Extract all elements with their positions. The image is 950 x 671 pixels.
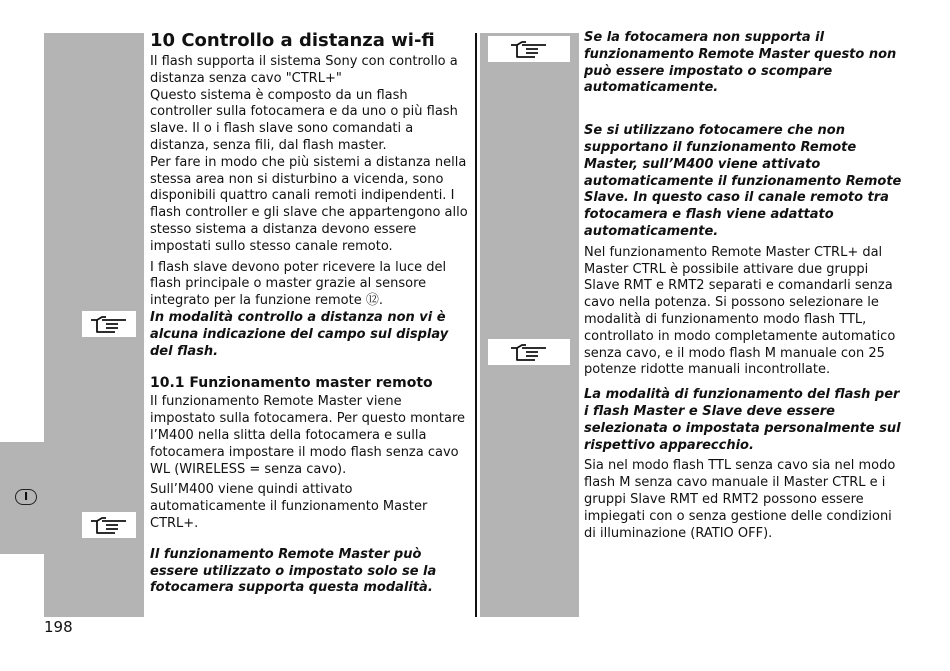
paragraph: Sull’M400 viene quindi attivato automaticamente il funzionamento Master CTRL+. (150, 482, 428, 531)
paragraph: I flash slave devono poter ricevere la luce del flash principale o master grazie al sensore integrato per la funzione remote ⑫. (150, 259, 447, 309)
note-text: La modalità di funzionamento del flash per i flash Master e Slave deve essere selezionata o impostata personalmente sul rispettivo apparecchio. (584, 387, 901, 453)
note-text: Se la fotocamera non supporta il funzionamento Remote Master questo non può essere impostato o scompare automaticamente. (584, 30, 897, 96)
pointing-hand-icon (82, 512, 136, 538)
note-text: In modalità controllo a distanza non vi è alcuna indicazione del campo sul display del flash. (150, 309, 449, 359)
paragraph: Il flash supporta il sistema Sony con controllo a distanza senza cavo "CTRL+" (150, 54, 458, 86)
paragraph: Il funzionamento Remote Master viene impostato sulla fotocamera. Per questo montare l’M400 nella slitta della fotocamera e sulla fotocamera impostare il modo flash senza cavo WL (WIRELESS = senza cavo). (150, 394, 466, 477)
pointing-hand-icon (82, 311, 136, 337)
right-margin-band (480, 33, 579, 617)
note-text: Il funzionamento Remote Master può essere utilizzato o impostato solo se la fotocamera supporta questa modalità. (150, 546, 437, 596)
paragraph: Sia nel modo flash TTL senza cavo sia nel modo flash M senza cavo manuale il Master CTRL e i gruppi Slave RMT ed RMT2 possono essere impiegati con o senza gestione delle condizioni di illuminazione (RATIO OFF). (584, 458, 896, 541)
pointing-hand-icon (488, 339, 570, 365)
paragraph: Questo sistema è composto da un flash controller sulla fotocamera e da uno o più flash slave. Il o i flash slave sono comandati a distanza, senza fili, dal flash master. (150, 87, 458, 153)
page-number: 198 (44, 618, 73, 636)
section-title: 10 Controllo a distanza wi-fi (150, 30, 435, 51)
note-text: Se si utilizzano fotocamere che non supportano il funzionamento Remote Master, sull’M400 viene attivato automaticamente il funzionamento Remote Slave. In questo caso il canale remoto tra fotocamera e flash viene adattato automaticamente. (584, 123, 902, 239)
column-divider (475, 33, 477, 617)
paragraph: Nel funzionamento Remote Master CTRL+ dal Master CTRL è possibile attivare due gruppi Slave RMT e RMT2 separati e comandarli senza cavo nella potenza. Si possono selezionare le modalità di funzionamento modo flash TTL, controllato in modo completamente automatico senza cavo, e il modo flash M manuale con 25 potenze ridotte manuali incontrollate. (584, 244, 896, 378)
right-text-column (584, 30, 906, 546)
paragraph: Per fare in modo che più sistemi a distanza nella stessa area non si disturbino a vicenda, sono disponibili quattro canali remoti indipendenti. I flash controller e gli slave che appartengono allo stesso sistema a distanza devono essere impostati sullo stesso canale remoto. (150, 154, 468, 254)
subsection-title: 10.1 Funzionamento master remoto (150, 375, 433, 392)
left-text-column (150, 30, 468, 597)
pointing-hand-icon (488, 36, 570, 62)
language-badge: I (15, 489, 37, 505)
